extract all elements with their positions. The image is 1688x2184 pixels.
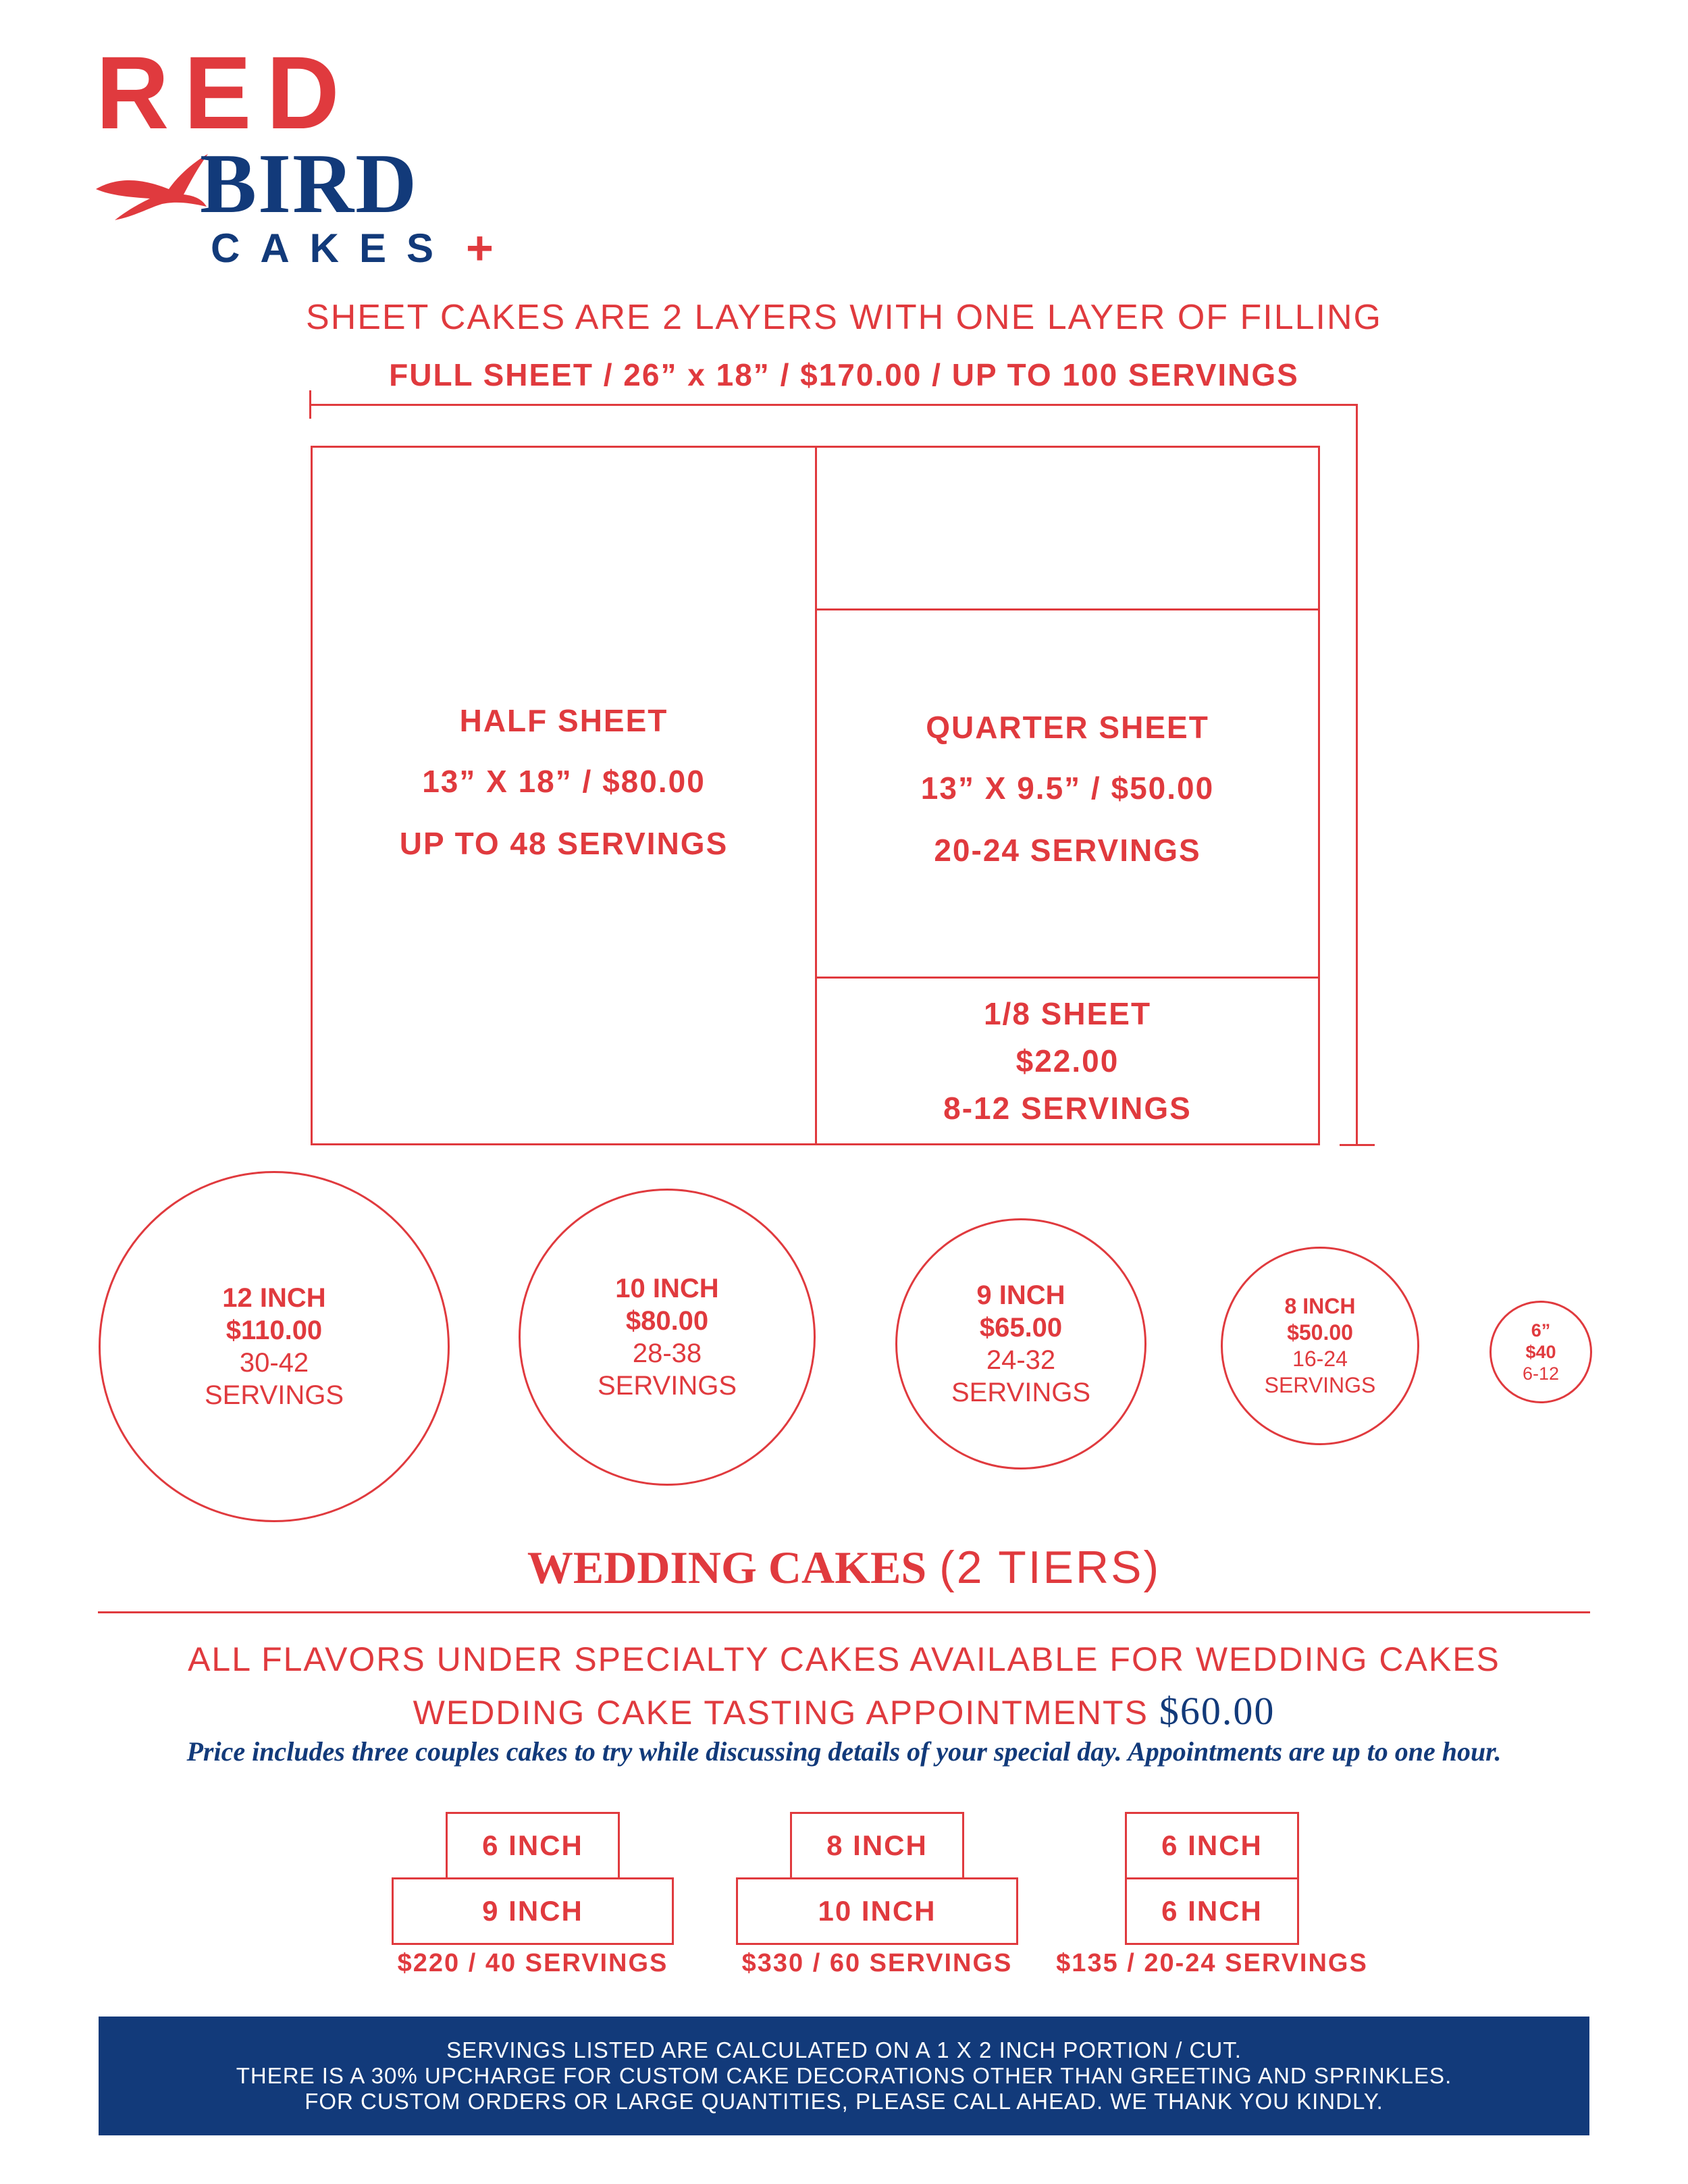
logo-cakes-text: CAKES [211,226,454,271]
footer-line: THERE IS A 30% UPCHARGE FOR CUSTOM CAKE DECORATIONS OTHER THAN GREETING AND SPRINKLES. [236,2063,1452,2088]
wedding-title-main: WEDDING CAKES [527,1542,927,1593]
half-sheet-name: HALF SHEET [459,703,668,738]
quarter-sheet-size: 13” X 9.5” / $50.00 [920,771,1215,806]
round-servings-unit: SERVINGS [205,1380,344,1410]
quarter-sheet-name: QUARTER SHEET [926,710,1209,745]
tier-price: $220 / 40 SERVINGS [397,1949,668,1977]
tier-bottom [1125,1877,1299,1945]
wedding-note: Price includes three couples cakes to try while discussing details of your special day. Appointments are up to one hour. [186,1736,1502,1767]
wedding-tasting [0,1688,1688,1734]
round-servings: 30-42 [239,1348,309,1378]
footer-line: SERVINGS LISTED ARE CALCULATED ON A 1 X 2 INCH PORTION / CUT. [446,2037,1242,2062]
round-price: $40 [1525,1342,1556,1362]
eighth-sheet-servings: 8-12 SERVINGS [943,1091,1192,1126]
footer-banner [99,2017,1589,2135]
wedding-title [0,1541,1688,1594]
tier-bottom-label: 9 INCH [482,1895,583,1927]
eighth-sheet-price: $22.00 [1016,1043,1119,1078]
logo-plus: + [466,222,494,274]
tier-top-label: 6 INCH [482,1829,583,1861]
round-size: 9 INCH [976,1280,1065,1310]
tier-top [446,1812,620,1879]
tier-bottom [392,1877,674,1945]
round-servings: 6-12 [1522,1363,1560,1384]
footer-line: FOR CUSTOM ORDERS OR LARGE QUANTITIES, PLEASE CALL AHEAD. WE THANK YOU KINDLY. [305,2089,1383,2114]
round-size: 6” [1531,1320,1551,1341]
round-8-inch [1221,1247,1419,1445]
tier-price: $330 / 60 SERVINGS [741,1949,1013,1977]
round-servings: 24-32 [986,1345,1056,1375]
divider [98,1611,1590,1613]
round-servings-unit: SERVINGS [1264,1373,1376,1397]
full-sheet-label: FULL SHEET / 26” x 18” / $170.00 / UP TO 100 SERVINGS [389,357,1299,392]
wedding-title-tiers: (2 TIERS) [939,1542,1161,1593]
round-10-inch [519,1189,816,1486]
round-size: 8 INCH [1284,1294,1356,1318]
tier-bottom-label: 10 INCH [818,1895,937,1927]
tier-top-label: 6 INCH [1161,1829,1263,1861]
round-9-inch [895,1218,1146,1470]
height-bracket [1356,404,1358,1145]
tier-top [790,1812,964,1879]
tier-top-label: 8 INCH [826,1829,928,1861]
round-price: $65.00 [979,1313,1063,1343]
tier-bottom-label: 6 INCH [1161,1895,1263,1927]
round-servings-unit: SERVINGS [598,1371,737,1401]
logo-bird-text: BIRD [200,137,419,231]
round-servings-unit: SERVINGS [951,1378,1090,1407]
round-price: $80.00 [625,1306,709,1336]
width-bracket-tick [309,390,311,419]
quarter-sheet-servings: 20-24 SERVINGS [934,833,1201,868]
round-12-inch [99,1171,450,1522]
round-6-inch [1489,1301,1592,1403]
round-servings: 16-24 [1292,1347,1348,1371]
round-price: $50.00 [1287,1320,1353,1345]
sheet-cakes-headline: SHEET CAKES ARE 2 LAYERS WITH ONE LAYER OF FILLING [306,298,1382,337]
round-size: 12 INCH [222,1283,326,1313]
tier-top [1125,1812,1299,1879]
half-sheet-servings: UP TO 48 SERVINGS [399,826,729,861]
round-servings: 28-38 [632,1338,702,1368]
eighth-sheet-name: 1/8 SHEET [983,996,1152,1031]
round-size: 10 INCH [615,1274,719,1303]
tier-price: $135 / 20-24 SERVINGS [1056,1949,1368,1977]
tier-bottom [736,1877,1018,1945]
width-bracket [309,404,1357,406]
height-bracket-tick [1340,1144,1375,1146]
wedding-flavors: ALL FLAVORS UNDER SPECIALTY CAKES AVAILABLE FOR WEDDING CAKES [188,1640,1500,1678]
bird-icon [95,147,209,222]
logo-red-text: RED [96,34,354,151]
wedding-tasting-price: $60.00 [1159,1689,1275,1733]
top-right-box [815,446,1320,610]
wedding-tasting-label: WEDDING CAKE TASTING APPOINTMENTS [413,1694,1149,1732]
half-sheet-size: 13” X 18” / $80.00 [422,764,706,799]
round-price: $110.00 [226,1316,323,1345]
